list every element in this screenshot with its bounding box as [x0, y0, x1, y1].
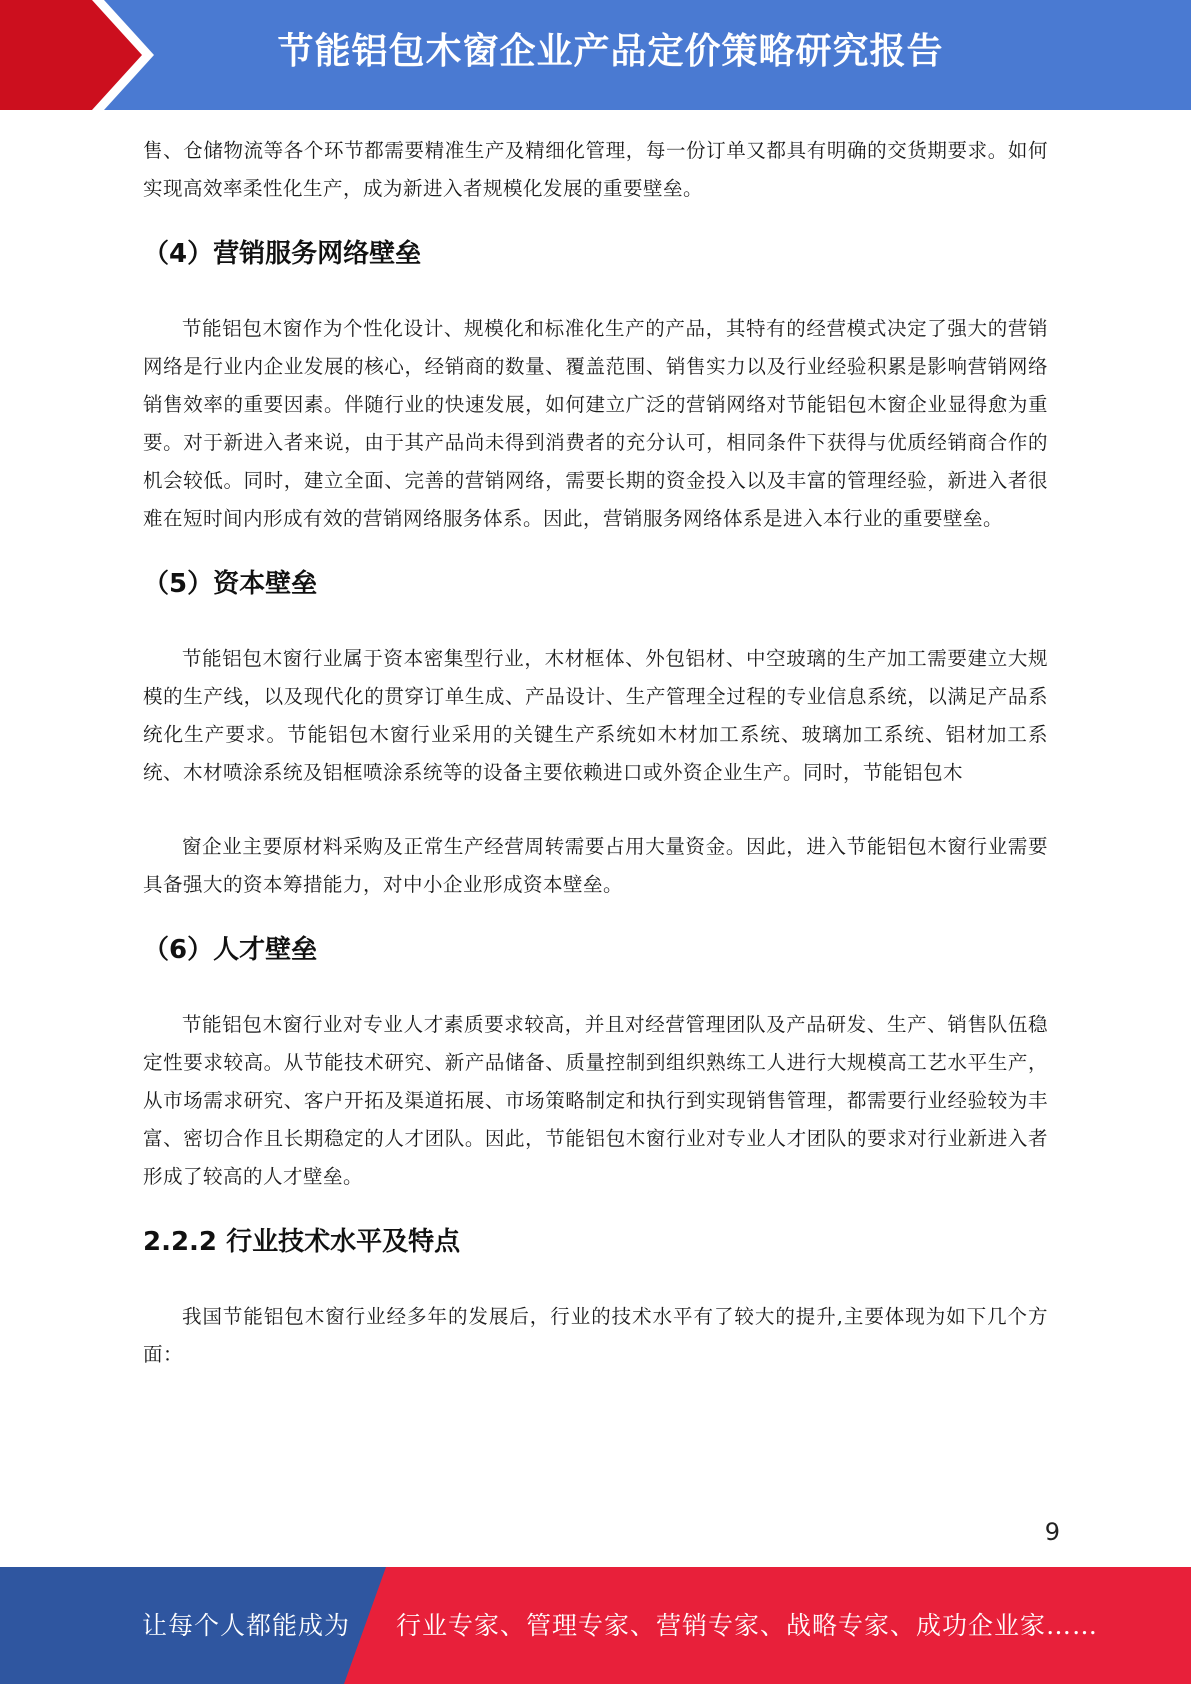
section-heading-tech: 2.2.2 行业技术水平及特点 — [143, 1227, 461, 1257]
paragraph-talent: 节能铝包木窗行业对专业人才素质要求较高，并且对经营管理团队及产品研发、生产、销售队伍稳定性要求较高。从节能技术研究、新产品储备、质量控制到组织熟练工人进行大规模高工艺水平生产，从市场需求研究、客户开拓及渠道拓展、市场策略制定和执行到实现销售管理，都需要行业经验较为丰富、密切合作且长期稳定的人才团队。因此，节能铝包木窗行业对专业人才团队的要求对行业新进入者形成了较高的人才壁垒。 — [143, 1013, 1048, 1188]
section-heading-talent: （6）人才壁垒 — [143, 935, 318, 965]
paragraph-intro-continued: 售、仓储物流等各个环节都需要精准生产及精细化管理，每一份订单又都具有明确的交货期要求。如何实现高效率柔性化生产，成为新进入者规模化发展的重要壁垒。 — [143, 139, 1048, 200]
header-banner — [0, 0, 1191, 110]
footer-slogan-right: 行业专家、管理专家、营销专家、战略专家、成功企业家…… — [396, 1611, 1099, 1640]
section-heading-marketing: （4）营销服务网络壁垒 — [143, 239, 422, 269]
header-red-arrow — [0, 0, 150, 110]
footer-slogan-left: 让每个人都能成为 — [142, 1611, 351, 1640]
report-title: 节能铝包木窗企业产品定价策略研究报告 — [277, 31, 944, 72]
paragraph-capital-2: 窗企业主要原材料采购及正常生产经营周转需要占用大量资金。因此，进入节能铝包木窗行业需要具备强大的资本筹措能力，对中小企业形成资本壁垒。 — [143, 835, 1048, 896]
footer-banner — [0, 1567, 1191, 1684]
page-number: 9 — [1044, 1518, 1060, 1546]
paragraph-capital-1: 节能铝包木窗行业属于资本密集型行业，木材框体、外包铝材、中空玻璃的生产加工需要建立大规模的生产线，以及现代化的贯穿订单生成、产品设计、生产管理全过程的专业信息系统，以满足产品系统化生产要求。节能铝包木窗行业采用的关键生产系统如木材加工系统、玻璃加工系统、铝材加工系统、木材喷涂系统及铝框喷涂系统等的设备主要依赖进口或外资企业生产。同时，节能铝包木 — [143, 647, 1048, 784]
paragraph-marketing: 节能铝包木窗作为个性化设计、规模化和标准化生产的产品，其特有的经营模式决定了强大的营销网络是行业内企业发展的核心，经销商的数量、覆盖范围、销售实力以及行业经验积累是影响营销网络销售效率的重要因素。伴随行业的快速发展，如何建立广泛的营销网络对节能铝包木窗企业显得愈为重要。对于新进入者来说，由于其产品尚未得到消费者的充分认可，相同条件下获得与优质经销商合作的机会较低。同时，建立全面、完善的营销网络，需要长期的资金投入以及丰富的管理经验，新进入者很难在短时间内形成有效的营销网络服务体系。因此，营销服务网络体系是进入本行业的重要壁垒。 — [143, 317, 1048, 530]
paragraph-tech: 我国节能铝包木窗行业经多年的发展后，行业的技术水平有了较大的提升,主要体现为如下几个方面： — [143, 1305, 1048, 1366]
section-heading-capital: （5）资本壁垒 — [143, 569, 318, 599]
document-body — [143, 132, 1048, 1374]
